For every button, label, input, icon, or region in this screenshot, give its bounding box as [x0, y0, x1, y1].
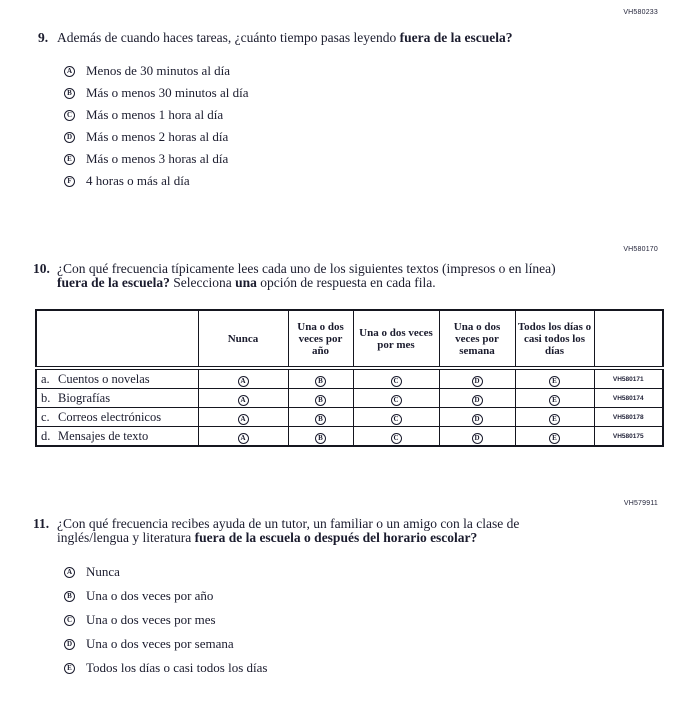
answer-bubble-e[interactable]: E [64, 663, 75, 674]
answer-bubble-cell[interactable] [198, 389, 288, 408]
answer-bubble-cell[interactable] [288, 427, 353, 447]
question-9-bold-text: fuera de la escuela? [399, 30, 513, 45]
answer-bubble-c: C [391, 414, 402, 425]
item-code-q11: VH579911 [623, 500, 658, 507]
header-mes: Una o dos veces por mes [353, 310, 439, 368]
option-label: Más o menos 2 horas al día [86, 129, 229, 144]
answer-bubble-e: E [549, 414, 560, 425]
answer-bubble-cell[interactable] [353, 427, 439, 447]
question-10 [33, 261, 579, 290]
question-10-text: ¿Con qué frecuencia típicamente lees cada uno de los siguientes textos (impresos o en línea) [57, 261, 556, 276]
option-label: Todos los días o casi todos los días [86, 660, 268, 675]
option-row [64, 656, 267, 680]
question-9-options [64, 60, 249, 192]
answer-bubble-a: A [238, 433, 249, 444]
question-11 [33, 516, 587, 545]
answer-bubble-cell[interactable] [439, 389, 515, 408]
header-ano: Una o dos veces por año [288, 310, 353, 368]
answer-bubble-cell[interactable] [515, 427, 594, 447]
option-label: Más o menos 1 hora al día [86, 107, 224, 122]
item-code-q9: VH580233 [623, 9, 658, 16]
answer-bubble-cell[interactable] [439, 368, 515, 389]
answer-bubble-b: B [315, 433, 326, 444]
row-code: VH580174 [594, 389, 663, 408]
option-row [64, 104, 249, 126]
answer-bubble-d: D [472, 433, 483, 444]
header-nunca: Nunca [198, 310, 288, 368]
answer-bubble-cell[interactable] [439, 427, 515, 447]
answer-bubble-c: C [391, 395, 402, 406]
answer-bubble-e[interactable]: E [64, 154, 75, 165]
answer-bubble-a: A [238, 376, 249, 387]
row-code: VH580171 [594, 368, 663, 389]
answer-bubble-b: B [315, 414, 326, 425]
option-label: Una o dos veces por año [86, 588, 214, 603]
answer-bubble-b[interactable]: B [64, 591, 75, 602]
item-code-q10: VH580170 [623, 246, 658, 253]
answer-bubble-b: B [315, 395, 326, 406]
table-row [36, 368, 663, 389]
option-row [64, 632, 267, 656]
answer-bubble-d[interactable]: D [64, 639, 75, 650]
row-label: c. Correos electrónicos [36, 408, 198, 427]
answer-bubble-f[interactable]: F [64, 176, 75, 187]
answer-bubble-cell[interactable] [288, 408, 353, 427]
answer-bubble-e: E [549, 433, 560, 444]
option-row [64, 60, 249, 82]
option-row [64, 608, 267, 632]
header-code-blank [594, 310, 663, 368]
option-row [64, 148, 249, 170]
row-code: VH580178 [594, 408, 663, 427]
answer-bubble-d[interactable]: D [64, 132, 75, 143]
answer-bubble-c: C [391, 433, 402, 444]
answer-bubble-c: C [391, 376, 402, 387]
answer-bubble-a: A [238, 414, 249, 425]
table-header-row [36, 310, 663, 368]
answer-bubble-d: D [472, 414, 483, 425]
option-row [64, 584, 267, 608]
header-todos: Todos los días o casi todos los días [515, 310, 594, 368]
question-11-number: 11. [33, 516, 50, 531]
question-10-text-post: opción de respuesta en cada fila. [256, 275, 436, 290]
answer-bubble-d: D [472, 395, 483, 406]
answer-bubble-cell[interactable] [515, 408, 594, 427]
table-row [36, 389, 663, 408]
answer-bubble-cell[interactable] [515, 368, 594, 389]
answer-bubble-a[interactable]: A [64, 66, 75, 77]
option-label: 4 horas o más al día [86, 173, 190, 188]
table-row [36, 408, 663, 427]
question-11-bold-text: fuera de la escuela o después del horario escolar? [194, 530, 478, 545]
answer-bubble-cell[interactable] [353, 368, 439, 389]
answer-bubble-cell[interactable] [198, 427, 288, 447]
option-label: Nunca [86, 564, 120, 579]
answer-bubble-b[interactable]: B [64, 88, 75, 99]
option-label: Una o dos veces por semana [86, 636, 234, 651]
answer-bubble-cell[interactable] [198, 408, 288, 427]
answer-bubble-e: E [549, 376, 560, 387]
answer-bubble-c[interactable]: C [64, 110, 75, 121]
question-10-text-mid: Selecciona [169, 275, 236, 290]
answer-bubble-cell[interactable] [198, 368, 288, 389]
question-11-options [64, 560, 267, 680]
answer-bubble-c[interactable]: C [64, 615, 75, 626]
row-label: b. Biografías [36, 389, 198, 408]
question-9-number: 9. [38, 30, 49, 45]
answer-bubble-d: D [472, 376, 483, 387]
row-label: a. Cuentos o novelas [36, 368, 198, 389]
answer-bubble-a[interactable]: A [64, 567, 75, 578]
question-9-text: Además de cuando haces tareas, ¿cuánto tiempo pasas leyendo [57, 30, 400, 45]
option-label: Más o menos 3 horas al día [86, 151, 229, 166]
question-9 [38, 30, 637, 45]
option-row [64, 560, 267, 584]
option-row [64, 82, 249, 104]
answer-bubble-a: A [238, 395, 249, 406]
option-row [64, 170, 249, 192]
option-label: Una o dos veces por mes [86, 612, 216, 627]
answer-bubble-b: B [315, 376, 326, 387]
question-10-bold-text: fuera de la escuela? [57, 275, 170, 290]
answer-bubble-cell[interactable] [439, 408, 515, 427]
question-10-bold-una: una [235, 275, 257, 290]
answer-bubble-cell[interactable] [288, 368, 353, 389]
option-label: Menos de 30 minutos al día [86, 63, 231, 78]
answer-bubble-cell[interactable] [288, 389, 353, 408]
question-10-number: 10. [33, 261, 50, 276]
answer-bubble-cell[interactable] [353, 408, 439, 427]
option-row [64, 126, 249, 148]
answer-bubble-cell[interactable] [353, 389, 439, 408]
header-semana: Una o dos veces por semana [439, 310, 515, 368]
option-label: Más o menos 30 minutos al día [86, 85, 249, 100]
row-code: VH580175 [594, 427, 663, 447]
answer-bubble-cell[interactable] [515, 389, 594, 408]
table-row [36, 427, 663, 447]
answer-bubble-e: E [549, 395, 560, 406]
question-11-text: ¿Con qué frecuencia recibes ayuda de un tutor, un familiar o un amigo con la clase de inglés/lengua y literatura [57, 516, 520, 545]
header-blank [36, 310, 198, 368]
row-label: d. Mensajes de texto [36, 427, 198, 447]
frequency-table [35, 309, 664, 447]
